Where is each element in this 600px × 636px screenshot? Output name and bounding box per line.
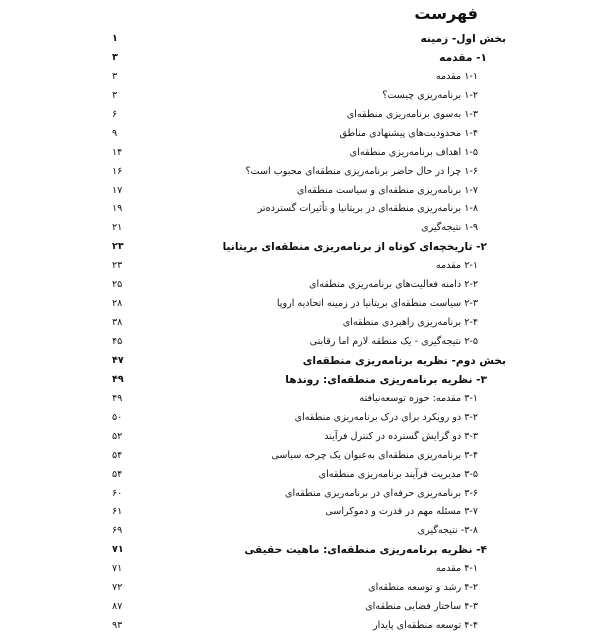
- toc-entry-sub: [112, 87, 510, 106]
- toc-entry-page-number: ۶۰: [112, 487, 123, 499]
- toc-entry-title: ۳-۸- نتیجه‌گیری: [417, 525, 478, 537]
- toc-entry-sub: [112, 295, 510, 314]
- toc-entry-title: ۲-۲ دامنه فعالیت‌های برنامه‌ریزی منطقه‌ای: [309, 279, 478, 291]
- toc-entry-page-number: ۴۷: [112, 354, 124, 366]
- toc-entry-sub: [112, 428, 510, 447]
- toc-entry-page-number: ۵۰: [112, 411, 123, 423]
- toc-entry-sub: [112, 447, 510, 466]
- toc-entry-title: ۲- تاریخچه‌ای کوتاه از برنامه‌ریزی منطقه‌ای بریتانیا: [222, 241, 487, 254]
- toc-entry-sub: [112, 276, 510, 295]
- toc-entry-title: ۱-۷ برنامه‌ریزی منطقه‌ای و سیاست منطقه‌ای: [296, 184, 478, 196]
- toc-entry-sub: [112, 333, 510, 352]
- toc-entry-title: ۳-۶ برنامه‌ریزی حرفه‌ای در برنامه‌ریزی منطقه‌ای: [284, 487, 478, 499]
- toc-entry-title: ۱-۹ نتیجه‌گیری: [421, 222, 478, 234]
- toc-entry-page-number: ۸۷: [112, 601, 123, 613]
- toc-entry-page-number: ۵۲: [112, 430, 123, 442]
- toc-entry-sub: [112, 182, 510, 201]
- toc-entry-page-number: ۲۵: [112, 279, 123, 291]
- toc-entry-page-number: ۹۳: [112, 620, 123, 632]
- toc-entry-title: ۴- نظریه برنامه‌ریزی منطقه‌ای: ماهیت حقیقی: [244, 544, 487, 557]
- toc-entry-sub: [112, 390, 510, 409]
- toc-entry-title: ۳-۳ دو گرایش گسترده در کنترل فرآیند: [324, 430, 478, 442]
- toc-entry-title: ۴-۴ توسعه منطقه‌ای پایدار: [372, 620, 478, 632]
- toc-entry-chapter: [112, 49, 510, 68]
- toc-entry-page-number: ۱۹: [112, 203, 123, 215]
- toc-entry-sub: [112, 163, 510, 182]
- toc-entry-title: ۱-۵ اهداف برنامه‌ریزی منطقه‌ای: [349, 146, 478, 158]
- toc-entry-title: ۱-۲ برنامه‌ریزی چیست؟: [382, 89, 478, 101]
- toc-entry-part: [112, 352, 510, 371]
- toc-entry-page-number: ۱۷: [112, 184, 123, 196]
- toc-entry-page-number: ۳۸: [112, 317, 123, 329]
- toc-entry-title: ۱-۳ به‌سوی برنامه‌ریزی منطقه‌ای: [346, 108, 478, 120]
- toc-entry-sub: [112, 314, 510, 333]
- toc-entry-title: بخش دوم- نظریه برنامه‌ریزی منطقه‌ای: [302, 354, 506, 367]
- toc-entry-page-number: ۶۹: [112, 525, 123, 537]
- toc-entry-sub: [112, 144, 510, 163]
- toc-entry-title: ۲-۳ سیاست منطقه‌ای بریتانیا در زمینه اتحادیه اروپا: [276, 298, 478, 310]
- toc-entry-page-number: ۲۳: [112, 241, 124, 253]
- toc-entry-sub: [112, 106, 510, 125]
- toc-entry-title: ۱-۸ برنامه‌ریزی منطقه‌ای در بریتانیا و تأثیرات گسترده‌تر: [257, 203, 478, 215]
- toc-entry-page-number: ۴۵: [112, 336, 123, 347]
- toc-entry-title: ۳-۴ برنامه‌ریزی منطقه‌ای به‌عنوان یک چرخه سیاسی: [271, 449, 478, 461]
- toc-entry-page-number: ۱: [112, 33, 118, 44]
- toc-entry-page-number: ۱۴: [112, 146, 123, 158]
- page-title: فهرست: [414, 4, 478, 23]
- toc-entry-page-number: ۴۹: [112, 373, 124, 385]
- toc-entry-sub: [112, 219, 510, 238]
- toc-list: [112, 30, 510, 636]
- toc-entry-sub: [112, 409, 510, 428]
- toc-entry-title: بخش اول- زمینه: [420, 33, 506, 45]
- toc-entry-page-number: ۷۱: [112, 544, 124, 556]
- toc-entry-sub: [112, 503, 510, 522]
- toc-entry-title: ۴-۳ ساختار فضایی منطقه‌ای: [365, 601, 478, 613]
- toc-entry-page-number: ۳: [112, 89, 118, 101]
- toc-entry-sub: [112, 485, 510, 504]
- toc-entry-sub: [112, 257, 510, 276]
- toc-entry-sub: [112, 579, 510, 598]
- toc-entry-page-number: ۶: [112, 108, 118, 120]
- toc-entry-title: ۱-۶ چرا در حال حاضر برنامه‌ریزی منطقه‌ای محبوب است؟: [245, 165, 478, 177]
- toc-entry-page-number: ۹: [112, 127, 118, 139]
- toc-entry-sub: [112, 522, 510, 541]
- toc-entry-title: ۱-۴ محدودیت‌های پیشنهادی مناطق: [339, 127, 478, 139]
- toc-entry-page-number: ۷۲: [112, 582, 123, 594]
- toc-entry-page-number: ۳: [112, 70, 118, 82]
- toc-entry-sub: [112, 200, 510, 219]
- toc-entry-sub: [112, 125, 510, 144]
- toc-entry-page-number: ۵۴: [112, 468, 123, 480]
- toc-entry-page-number: ۲۳: [112, 260, 123, 272]
- toc-entry-page-number: ۷۱: [112, 563, 123, 575]
- toc-entry-chapter: [112, 238, 510, 257]
- toc-entry-page-number: ۱۶: [112, 165, 123, 177]
- toc-entry-sub: [112, 617, 510, 636]
- toc-entry-part: [112, 30, 510, 49]
- toc-entry-page-number: ۵۴: [112, 449, 123, 461]
- toc-entry-title: ۳-۱ مقدمه: حوزه توسعه‌نیافته: [359, 392, 478, 404]
- toc-entry-title: ۱- مقدمه: [439, 51, 487, 64]
- toc-entry-title: ۴-۱ مقدمه: [435, 563, 478, 575]
- toc-entry-title: ۳-۲ دو رویکرد برای درک برنامه‌ریزی منطقه‌ای: [294, 411, 478, 423]
- toc-entry-sub: [112, 68, 510, 87]
- toc-entry-title: ۳-۷ مسئله مهم در قدرت و دموکراسی: [325, 506, 478, 518]
- toc-entry-title: ۲-۵ نتیجه‌گیری - یک منطقه لازم اما رقابتی: [309, 336, 478, 347]
- toc-entry-title: ۲-۴ برنامه‌ریزی راهبردی منطقه‌ای: [342, 317, 478, 329]
- toc-entry-page-number: ۳: [112, 51, 118, 63]
- toc-entry-title: ۳-۵ مدیریت فرآیند برنامه‌ریزی منطقه‌ای: [318, 468, 478, 480]
- toc-entry-title: ۱-۱ مقدمه: [435, 70, 478, 82]
- toc-entry-title: ۴-۲ رشد و توسعه منطقه‌ای: [368, 582, 478, 594]
- toc-entry-title: ۳- نظریه برنامه‌ریزی منطقه‌ای: روندها: [285, 373, 487, 386]
- toc-entry-chapter: [112, 541, 510, 560]
- toc-entry-page-number: ۲۸: [112, 298, 123, 310]
- toc-entry-chapter: [112, 371, 510, 390]
- toc-entry-sub: [112, 560, 510, 579]
- toc-entry-page-number: ۲۱: [112, 222, 123, 234]
- toc-entry-sub: [112, 598, 510, 617]
- toc-entry-page-number: ۶۱: [112, 506, 123, 518]
- toc-entry-page-number: ۴۹: [112, 392, 123, 404]
- toc-entry-title: ۲-۱ مقدمه: [435, 260, 478, 272]
- toc-entry-sub: [112, 466, 510, 485]
